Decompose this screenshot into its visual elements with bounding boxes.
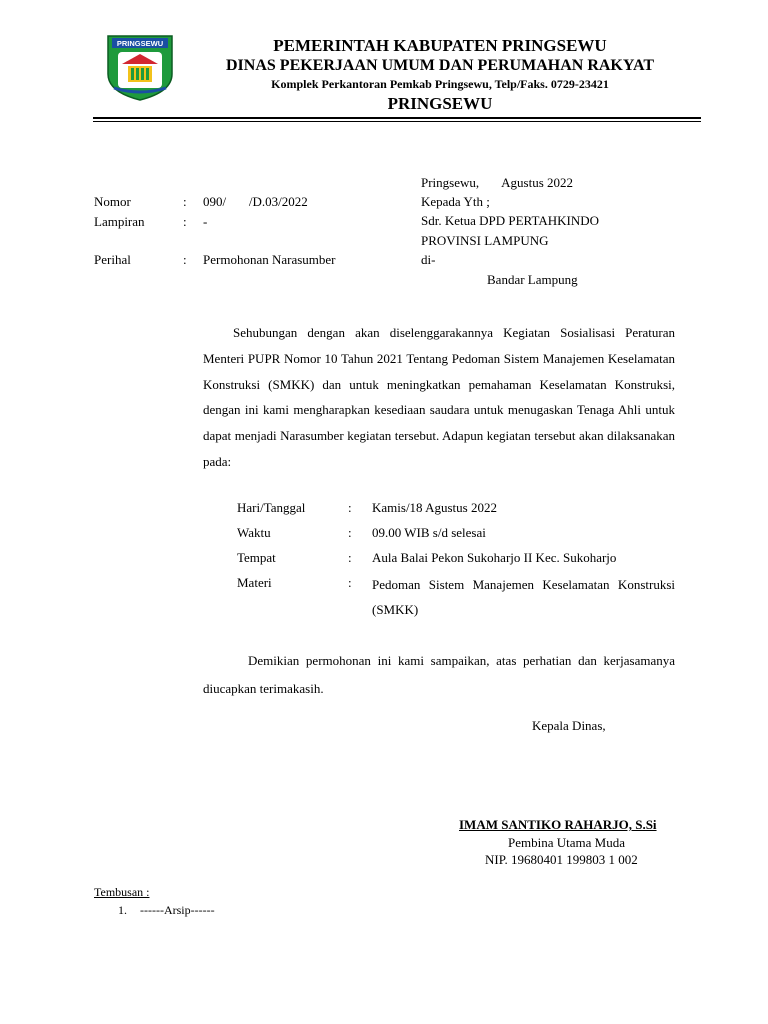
lampiran-label: Lampiran bbox=[94, 214, 145, 229]
recipient-name: Sdr. Ketua DPD PERTAHKINDO bbox=[421, 213, 600, 228]
letterhead-government: PEMERINTAH KABUPATEN PRINGSEWU bbox=[273, 36, 607, 55]
signatory-rank: Pembina Utama Muda bbox=[508, 835, 625, 850]
tembusan-item-number: 1. bbox=[118, 903, 127, 917]
detail-colon-tempat: : bbox=[348, 550, 352, 565]
detail-label-tempat: Tempat bbox=[237, 550, 276, 565]
letterhead-address: Komplek Perkantoran Pemkab Pringsewu, Telp/Faks. 0729-23421 bbox=[271, 77, 609, 91]
perihal-label: Perihal bbox=[94, 252, 131, 267]
detail-label-hari: Hari/Tanggal bbox=[237, 500, 306, 515]
perihal-value: Permohonan Narasumber bbox=[203, 252, 336, 267]
recipient-di: di- bbox=[421, 252, 436, 267]
letter-date: Pringsewu, Agustus 2022 bbox=[421, 175, 574, 190]
signatory-nip: NIP. 19680401 199803 1 002 bbox=[485, 852, 638, 867]
detail-value-hari: Kamis/18 Agustus 2022 bbox=[372, 500, 497, 515]
detail-colon-waktu: : bbox=[348, 525, 352, 540]
tembusan-item: ------Arsip------ bbox=[140, 903, 215, 917]
detail-value-tempat: Aula Balai Pekon Sukoharjo II Kec. Sukoharjo bbox=[372, 550, 617, 565]
body-paragraph-text: Sehubungan dengan akan diselenggarakannya Kegiatan Sosialisasi Peraturan Menteri PUPR Nomor 10 Tahun 2021 Tentang Pedoman Sistem Manajemen Keselamatan Konstruksi (SMKK) dan untuk meningkatkan pemahaman Keselamatan Konstruksi, dengan ini kami mengharapkan kesediaan saudara untuk menugaskan Tenaga Ahli untuk dapat menjadi Narasumber kegiatan tersebut. Adapun kegiatan tersebut akan dilaksanakan pada: bbox=[203, 325, 675, 469]
lampiran-value: - bbox=[203, 214, 208, 229]
signatory-name: IMAM SANTIKO RAHARJO, S.Si bbox=[459, 817, 657, 832]
nomor-colon: : bbox=[183, 194, 187, 209]
detail-label-waktu: Waktu bbox=[237, 525, 271, 540]
body-paragraph bbox=[203, 320, 675, 475]
detail-value-waktu: 09.00 WIB s/d selesai bbox=[372, 525, 486, 540]
recipient-greeting: Kepada Yth ; bbox=[421, 194, 490, 209]
letterhead-city: PRINGSEWU bbox=[387, 94, 493, 113]
detail-colon-materi: : bbox=[348, 575, 352, 590]
regency-logo bbox=[106, 34, 174, 102]
letterhead-rule-thin bbox=[93, 121, 701, 122]
tembusan-label: Tembusan : bbox=[94, 885, 150, 899]
recipient-city: Bandar Lampung bbox=[487, 272, 578, 287]
nomor-value: 090/ /D.03/2022 bbox=[203, 194, 308, 209]
closing-paragraph bbox=[203, 647, 675, 703]
letterhead-rule-thick bbox=[93, 117, 701, 119]
detail-colon-hari: : bbox=[348, 500, 352, 515]
detail-label-materi: Materi bbox=[237, 575, 272, 590]
logo-text: PRINGSEWU bbox=[116, 39, 164, 48]
letterhead-department: DINAS PEKERJAAN UMUM DAN PERUMAHAN RAKYAT bbox=[226, 57, 654, 74]
perihal-colon: : bbox=[183, 252, 187, 267]
nomor-label: Nomor bbox=[94, 194, 131, 209]
lampiran-colon: : bbox=[183, 214, 187, 229]
detail-value-materi: Pedoman Sistem Manajemen Keselamatan Konstruksi (SMKK) bbox=[372, 577, 675, 617]
recipient-province: PROVINSI LAMPUNG bbox=[421, 233, 549, 248]
signature-title: Kepala Dinas, bbox=[532, 718, 606, 733]
closing-text: Demikian permohonan ini kami sampaikan, atas perhatian dan kerjasamanya diucapkan terimakasih. bbox=[203, 653, 675, 696]
